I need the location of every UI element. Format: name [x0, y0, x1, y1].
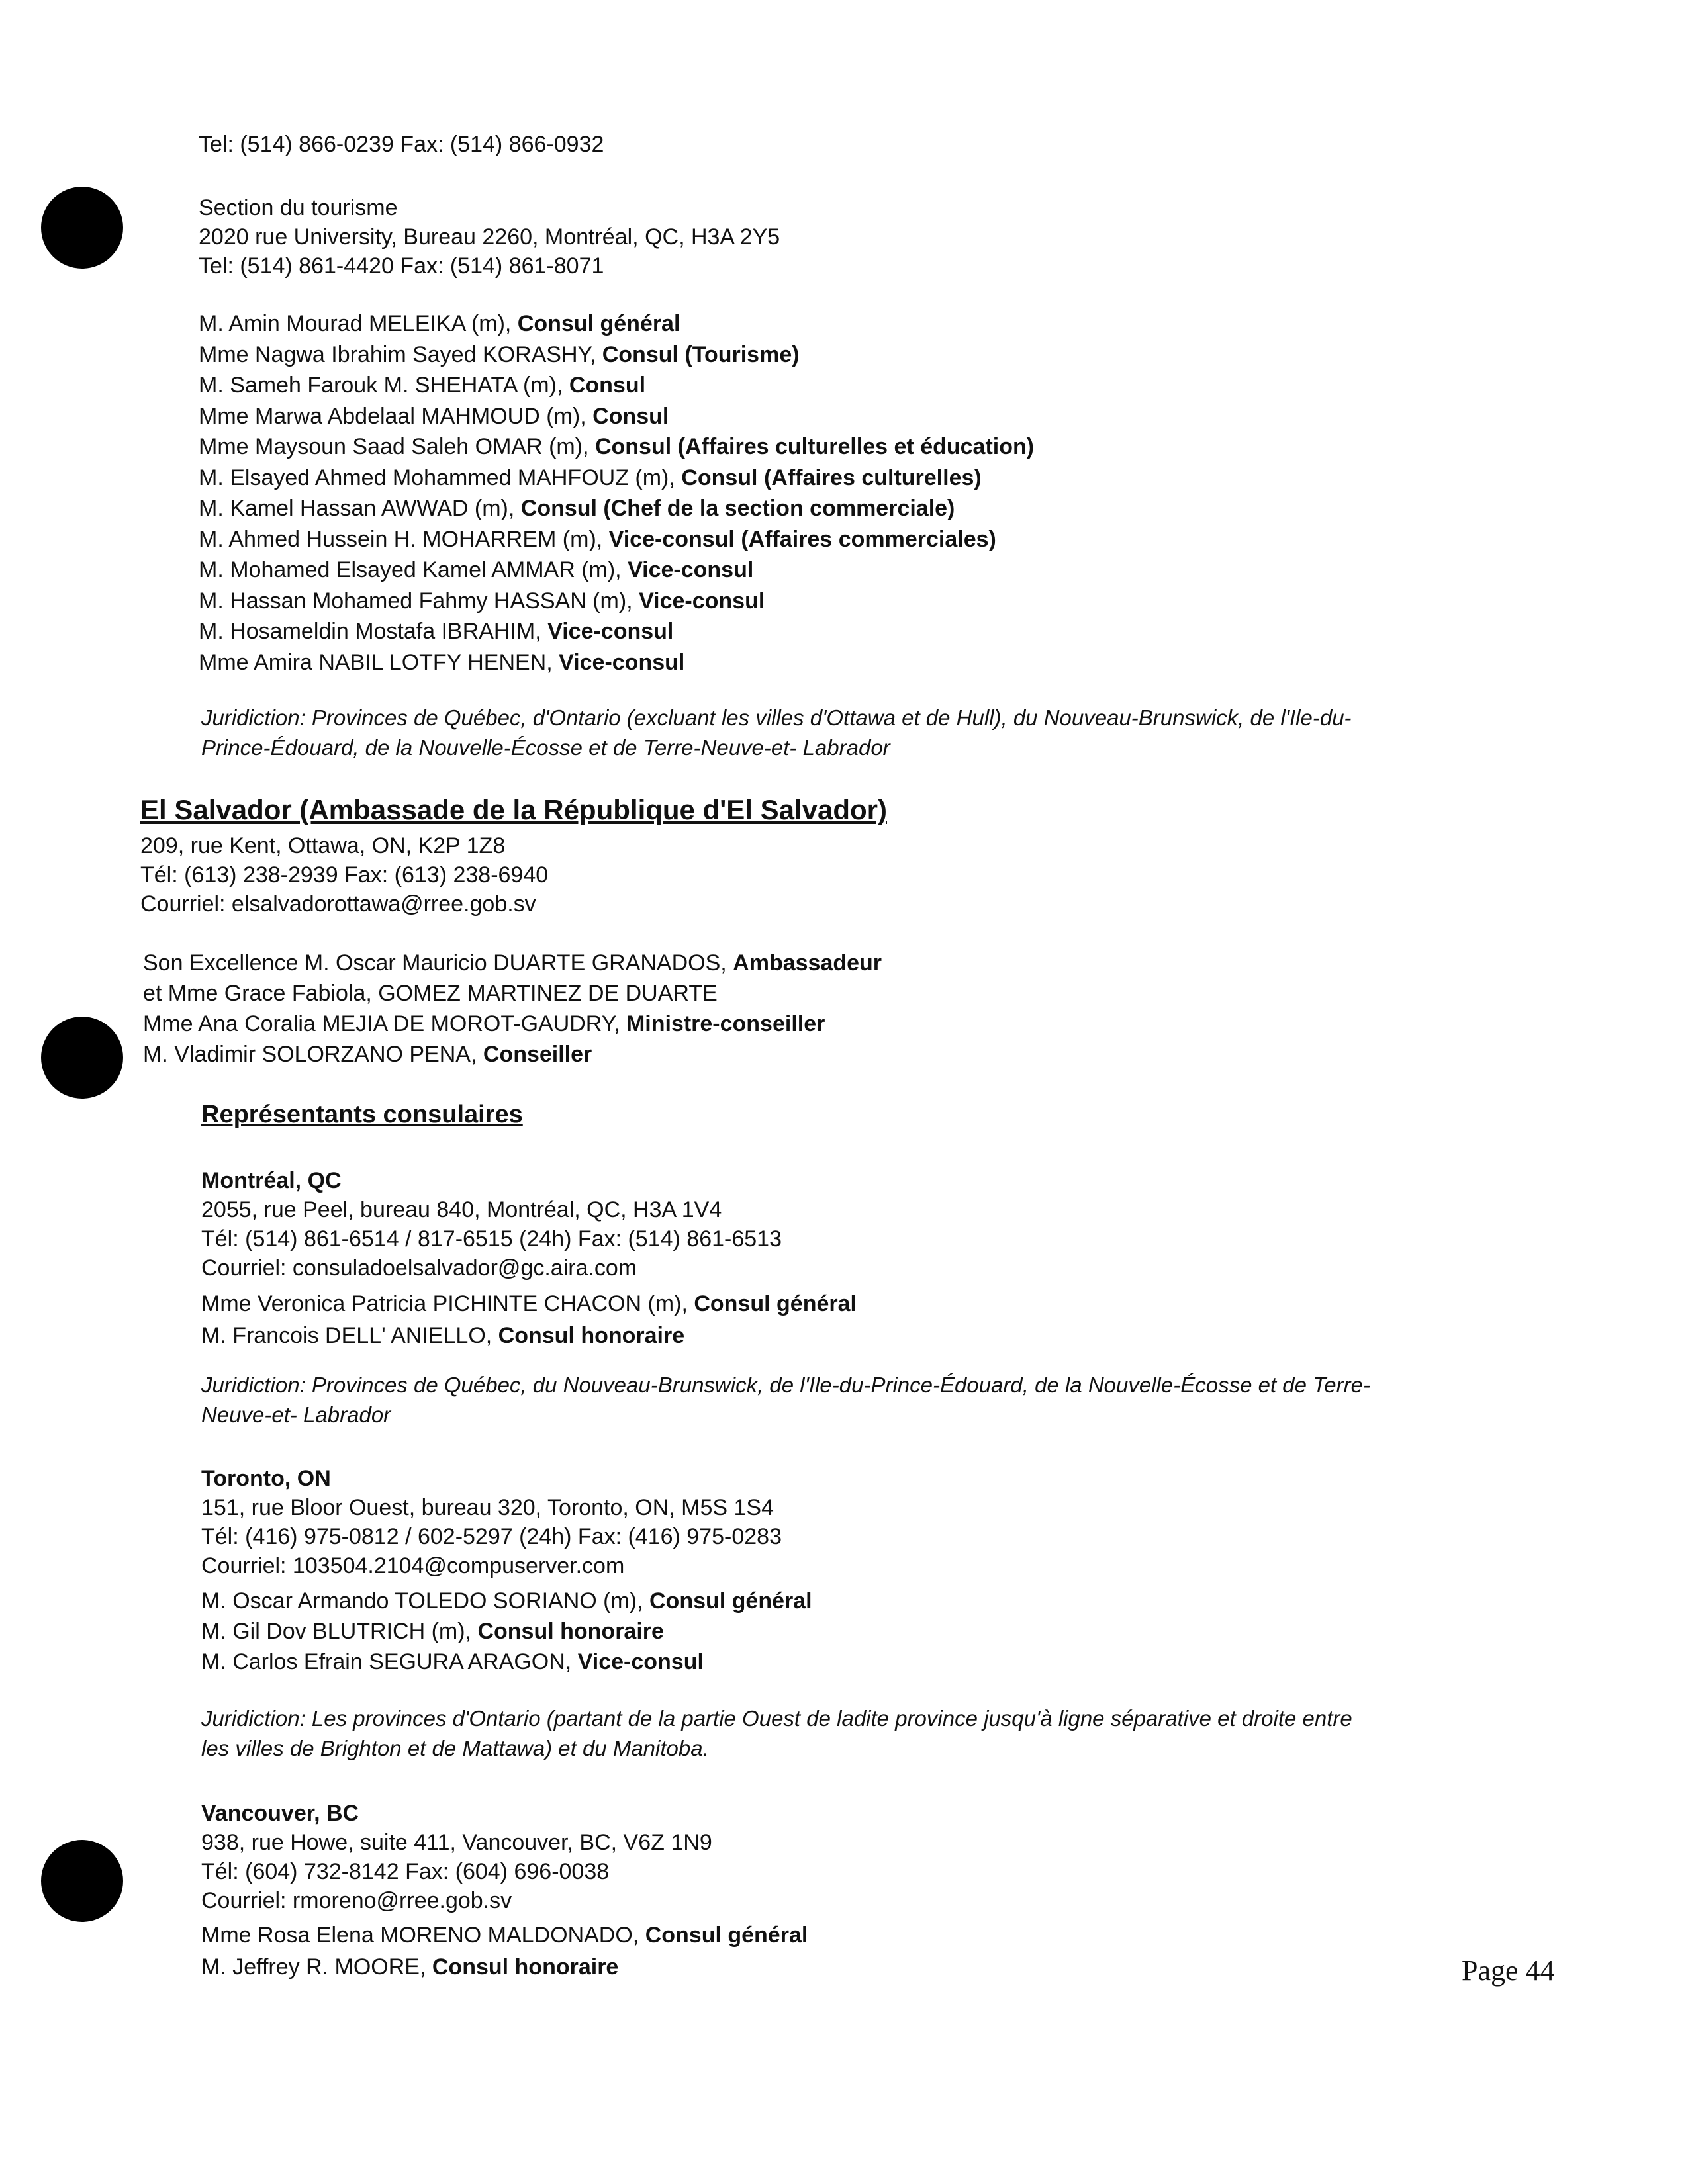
jurisdiction-note: [201, 703, 1352, 762]
consulate-address: 2055, rue Peel, bureau 840, Montréal, QC, H3A 1V4: [201, 1197, 722, 1222]
embassy-tel: Tél: (613) 238-2939 Fax: (613) 238-6940: [140, 862, 549, 887]
punch-hole-bottom: [41, 1840, 123, 1922]
embassy-email: Courriel: elsalvadorottawa@rree.gob.sv: [140, 891, 536, 917]
consulate-email: Courriel: 103504.2104@compuserver.com: [201, 1553, 625, 1578]
staff-entry: M. Mohamed Elsayed Kamel AMMAR (m), Vice-consul: [199, 557, 754, 582]
jurisdiction-note: [201, 1370, 1370, 1430]
consulate-email: Courriel: consuladoelsalvador@gc.aira.com: [201, 1255, 637, 1281]
consulate-montreal: [201, 1166, 857, 1351]
consulate-toronto: [201, 1464, 812, 1677]
consulate-city: Montréal, QC: [201, 1168, 342, 1193]
consulate-staff-list: [199, 308, 1034, 678]
tourism-address: 2020 rue University, Bureau 2260, Montréal, QC, H3A 2Y5: [199, 224, 780, 250]
punch-hole-middle: [41, 1017, 123, 1099]
consulate-vancouver: [201, 1799, 808, 1983]
staff-entry: Mme Ana Coralia MEJIA DE MOROT-GAUDRY, Ministre-conseiller: [143, 1011, 825, 1036]
consulate-address: 938, rue Howe, suite 411, Vancouver, BC, V6Z 1N9: [201, 1830, 712, 1855]
consulate-tel: Tél: (514) 861-6514 / 817-6515 (24h) Fax: (514) 861-6513: [201, 1226, 782, 1251]
consulate-tel: Tél: (416) 975-0812 / 602-5297 (24h) Fax: (416) 975-0283: [201, 1524, 782, 1549]
staff-entry: M. Kamel Hassan AWWAD (m), Consul (Chef de la section commerciale): [199, 496, 955, 521]
jurisdiction-line: Neuve-et- Labrador: [201, 1402, 391, 1427]
staff-entry: M. Elsayed Ahmed Mohammed MAHFOUZ (m), Consul (Affaires culturelles): [199, 465, 982, 490]
staff-entry: M. Oscar Armando TOLEDO SORIANO (m), Consul général: [201, 1588, 812, 1614]
staff-entry: M. Hassan Mohamed Fahmy HASSAN (m), Vice-consul: [199, 588, 765, 614]
consulate-email: Courriel: rmoreno@rree.gob.sv: [201, 1888, 512, 1913]
embassy-contact: [140, 831, 548, 919]
embassy-staff-list: [143, 948, 882, 1069]
consulate-city: Vancouver, BC: [201, 1801, 359, 1826]
staff-entry: M. Hosameldin Mostafa IBRAHIM, Vice-consul: [199, 619, 674, 644]
country-heading: El Salvador (Ambassade de la République d'El Salvador): [140, 794, 887, 825]
tel-line: Tel: (514) 866-0239 Fax: (514) 866-0932: [199, 132, 604, 157]
staff-entry: M. Sameh Farouk M. SHEHATA (m), Consul: [199, 373, 646, 398]
tourism-tel: Tel: (514) 861-4420 Fax: (514) 861-8071: [199, 253, 604, 279]
jurisdiction-line: Juridiction: Les provinces d'Ontario (partant de la partie Ouest de ladite province jusqu'à ligne séparative et droite entre: [201, 1706, 1352, 1731]
staff-entry: Mme Amira NABIL LOTFY HENEN, Vice-consul: [199, 649, 685, 675]
jurisdiction-line: Prince-Édouard, de la Nouvelle-Écosse et de Terre-Neuve-et- Labrador: [201, 735, 890, 760]
punch-hole-top: [41, 187, 123, 269]
staff-entry: M. Jeffrey R. MOORE, Consul honoraire: [201, 1954, 619, 1979]
staff-entry: M. Amin Mourad MELEIKA (m), Consul général: [199, 311, 680, 336]
staff-entry: Mme Veronica Patricia PICHINTE CHACON (m), Consul général: [201, 1291, 857, 1316]
staff-entry: Mme Rosa Elena MORENO MALDONADO, Consul général: [201, 1923, 808, 1948]
tourism-section: [199, 193, 780, 281]
embassy-address: 209, rue Kent, Ottawa, ON, K2P 1Z8: [140, 833, 506, 858]
tourism-title: Section du tourisme: [199, 195, 398, 220]
consulate-tel: Tél: (604) 732-8142 Fax: (604) 696-0038: [201, 1859, 610, 1884]
consular-heading: Représentants consulaires: [201, 1101, 523, 1128]
staff-entry: M. Francois DELL' ANIELLO, Consul honoraire: [201, 1323, 685, 1348]
staff-entry: Mme Maysoun Saad Saleh OMAR (m), Consul (Affaires culturelles et éducation): [199, 434, 1035, 459]
staff-entry: M. Vladimir SOLORZANO PENA, Conseiller: [143, 1042, 592, 1067]
consulate-city: Toronto, ON: [201, 1466, 331, 1491]
staff-entry: Mme Marwa Abdelaal MAHMOUD (m), Consul: [199, 403, 669, 429]
consulate-address: 151, rue Bloor Ouest, bureau 320, Toronto, ON, M5S 1S4: [201, 1495, 774, 1520]
jurisdiction-line: Juridiction: Provinces de Québec, du Nouveau-Brunswick, de l'Ile-du-Prince-Édouard, de la Nouvelle-Écosse et de Terre-: [201, 1373, 1370, 1397]
staff-entry: M. Ahmed Hussein H. MOHARREM (m), Vice-consul (Affaires commerciales): [199, 526, 996, 552]
staff-entry: M. Gil Dov BLUTRICH (m), Consul honoraire: [201, 1619, 664, 1644]
jurisdiction-note: [201, 1704, 1352, 1763]
staff-entry: et Mme Grace Fabiola, GOMEZ MARTINEZ DE DUARTE: [143, 981, 718, 1006]
jurisdiction-line: les villes de Brighton et de Mattawa) et du Manitoba.: [201, 1736, 709, 1760]
staff-entry: Mme Nagwa Ibrahim Sayed KORASHY, Consul (Tourisme): [199, 341, 800, 367]
staff-entry: M. Carlos Efrain SEGURA ARAGON, Vice-consul: [201, 1649, 704, 1674]
jurisdiction-line: Juridiction: Provinces de Québec, d'Ontario (excluant les villes d'Ottawa et de Hull), du Nouveau-Brunswick, de l'Ile-du-: [201, 705, 1352, 730]
page-number: Page 44: [1462, 1954, 1555, 1987]
staff-entry: Son Excellence M. Oscar Mauricio DUARTE GRANADOS, Ambassadeur: [143, 950, 882, 976]
